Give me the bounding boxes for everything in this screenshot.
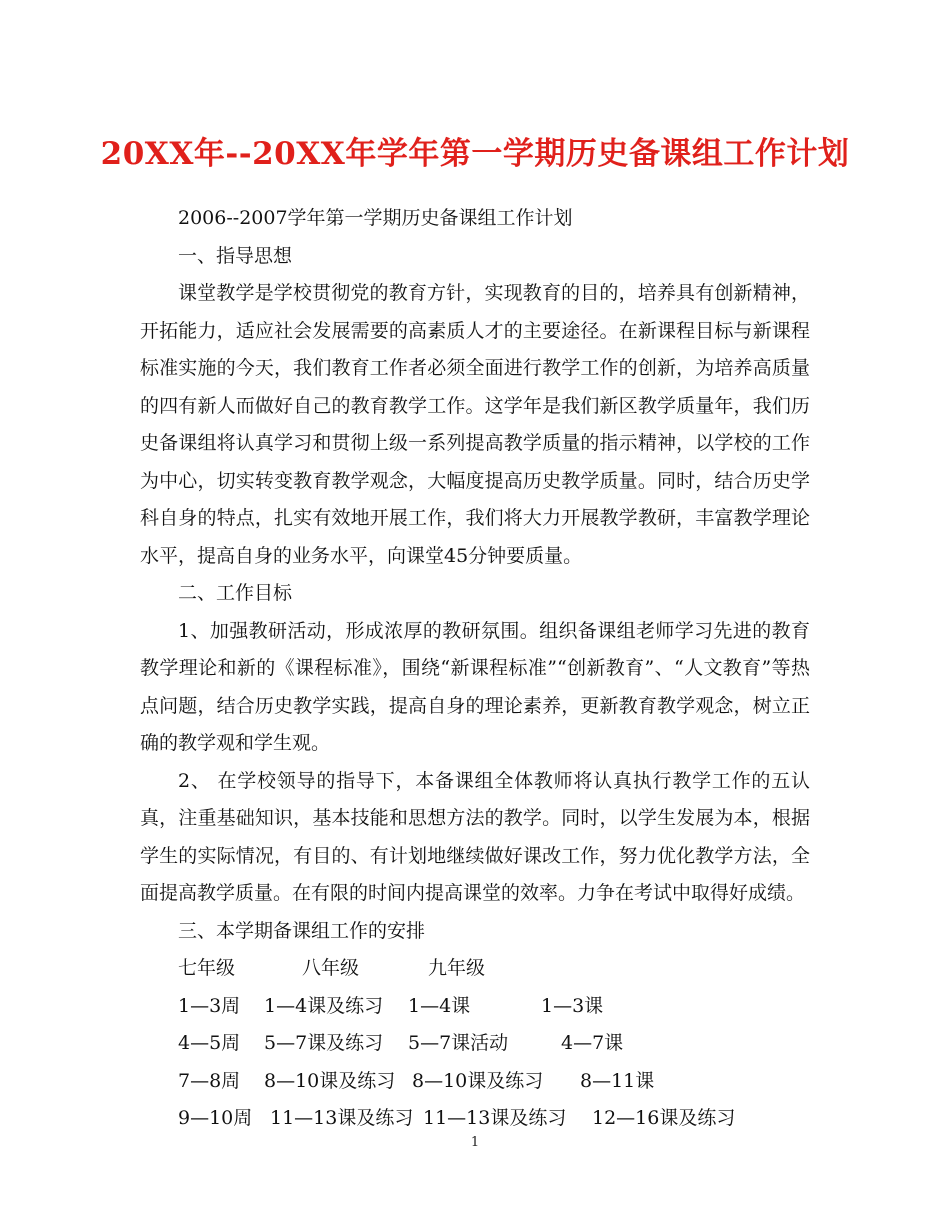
schedule-week: 9—10周: [178, 1107, 253, 1129]
schedule-row: [140, 1100, 810, 1138]
schedule-grade9-cell: 1—3课: [541, 994, 604, 1017]
schedule-header-grade8: 八年级: [302, 957, 360, 979]
schedule-week: 1—3周: [178, 994, 241, 1017]
document-title: 20XX年--20XX年学年第一学期历史备课组工作计划: [100, 136, 850, 172]
schedule-grade7-cell: 5—7课及练习: [264, 1032, 384, 1054]
schedule-grade8-cell: 8—10课及练习: [412, 1069, 544, 1092]
schedule-row: [140, 1025, 810, 1063]
schedule-header-row: [140, 950, 810, 988]
section-2-paragraph-1: 1、加强教研活动，形成浓厚的教研氛围。组织备课组老师学习先进的教育教学理论和新的《课程标准》，围绕“新课程标准”“创新教育”、“人文教育”等热点问题，结合历史教学实践，提高自身的理论素养，更新教育教学观念，树立正确的教学观和学生观。: [140, 619, 810, 754]
schedule-header-grade7: 七年级: [178, 957, 236, 979]
schedule-grade7-cell: 8—10课及练习: [264, 1069, 396, 1092]
section-2-heading: 二、工作目标: [178, 582, 293, 604]
subtitle: 2006--2007学年第一学期历史备课组工作计划: [178, 207, 573, 229]
schedule-header-grade9: 九年级: [428, 957, 486, 979]
document-body: [140, 200, 810, 1138]
schedule-week: 7—8周: [178, 1069, 241, 1092]
schedule-week: 4—5周: [178, 1032, 241, 1054]
schedule-grade8-cell: 5—7课活动: [408, 1032, 509, 1054]
schedule-grade8-cell: 11—13课及练习: [423, 1107, 567, 1129]
page-number: 1: [470, 1135, 480, 1150]
schedule-grade7-cell: 11—13课及练习: [270, 1107, 414, 1129]
schedule-grade7-cell: 1—4课及练习: [264, 994, 384, 1017]
schedule-grade9-cell: 4—7课: [561, 1032, 624, 1054]
section-1-heading: 一、指导思想: [178, 244, 293, 267]
section-3-heading: 三、本学期备课组工作的安排: [178, 919, 426, 942]
schedule-grade9-cell: 12—16课及练习: [592, 1107, 736, 1129]
schedule-row: [140, 1063, 810, 1101]
schedule-row: [140, 988, 810, 1026]
schedule-grade9-cell: 8—11课: [580, 1069, 655, 1092]
section-2-paragraph-2: 2、 在学校领导的指导下，本备课组全体教师将认真执行教学工作的五认真，注重基础知识，基本技能和思想方法的教学。同时，以学生发展为本，根据学生的实际情况，有目的、有计划地继续做好课改工作，努力优化教学方法，全面提高教学质量。在有限的时间内提高课堂的效率。力争在考试中取得好成绩。: [140, 769, 810, 904]
schedule-grade8-cell: 1—4课: [408, 994, 471, 1017]
section-1-paragraph: 课堂教学是学校贯彻党的教育方针，实现教育的目的，培养具有创新精神，开拓能力，适应社会发展需要的高素质人才的主要途径。在新课程目标与新课程标准实施的今天，我们教育工作者必须全面进行教学工作的创新，为培养高质量的四有新人而做好自己的教育教学工作。这学年是我们新区教学质量年，我们历史备课组将认真学习和贯彻上级一系列提高教学质量的指示精神，以学校的工作为中心，切实转变教育教学观念，大幅度提高历史教学质量。同时，结合历史学科自身的特点，扎实有效地开展工作，我们将大力开展教学教研，丰富教学理论水平，提高自身的业务水平，向课堂45分钟要质量。: [140, 282, 810, 567]
